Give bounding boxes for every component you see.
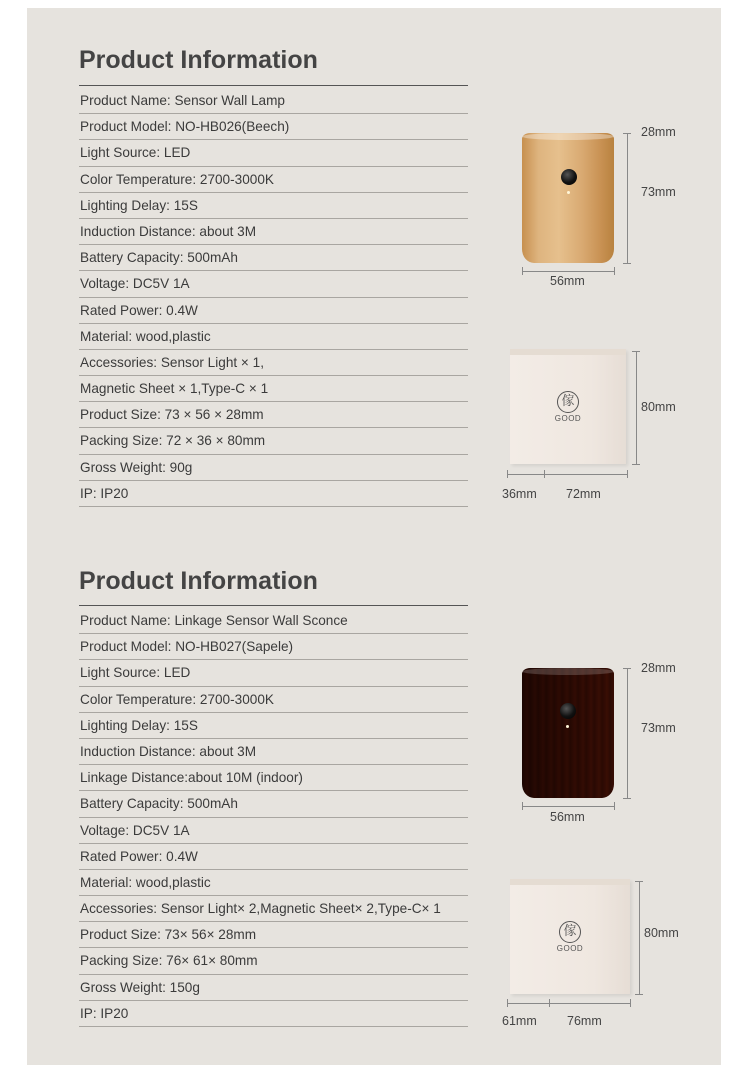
spec-row: Product Size: 73× 56× 28mm (79, 922, 468, 948)
lamp-depth-label: 28mm (641, 661, 676, 675)
spec-row: Battery Capacity: 500mAh (79, 791, 468, 817)
section-title: Product Information (79, 567, 318, 595)
spec-row: Packing Size: 76× 61× 80mm (79, 948, 468, 974)
spec-row: IP: IP20 (79, 1001, 468, 1027)
spec-row: Product Name: Sensor Wall Lamp (79, 88, 468, 114)
section-title: Product Information (79, 46, 318, 74)
spec-table (79, 608, 468, 1027)
spec-row: Gross Weight: 150g (79, 975, 468, 1001)
spec-row: Color Temperature: 2700-3000K (79, 167, 468, 193)
packaging-box-image (510, 349, 626, 464)
motion-sensor-icon (560, 703, 576, 719)
spec-row: Packing Size: 72 × 36 × 80mm (79, 428, 468, 454)
lamp-width-label: 56mm (550, 274, 585, 288)
spec-row: IP: IP20 (79, 481, 468, 507)
spec-table (79, 88, 468, 507)
spec-row: Linkage Distance:about 10M (indoor) (79, 765, 468, 791)
spec-row: Battery Capacity: 500mAh (79, 245, 468, 271)
spec-row: Light Source: LED (79, 140, 468, 166)
motion-sensor-icon (561, 169, 577, 185)
lamp-height-label: 73mm (641, 721, 676, 735)
spec-row: Induction Distance: about 3M (79, 219, 468, 245)
box-height-label: 80mm (644, 926, 679, 940)
spec-row: Induction Distance: about 3M (79, 739, 468, 765)
good-logo: 傢 GOOD (546, 391, 590, 423)
spec-row: Material: wood,plastic (79, 324, 468, 350)
spec-row: Product Size: 73 × 56 × 28mm (79, 402, 468, 428)
box-depth-label: 61mm (502, 1014, 537, 1028)
indicator-led-icon (567, 191, 570, 194)
spec-row: Rated Power: 0.4W (79, 844, 468, 870)
spec-row: Magnetic Sheet × 1,Type-C × 1 (79, 376, 468, 402)
spec-row: Voltage: DC5V 1A (79, 818, 468, 844)
title-divider (79, 605, 468, 606)
spec-row: Product Model: NO-HB026(Beech) (79, 114, 468, 140)
lamp-width-label: 56mm (550, 810, 585, 824)
spec-row: Lighting Delay: 15S (79, 713, 468, 739)
title-divider (79, 85, 468, 86)
spec-row: Voltage: DC5V 1A (79, 271, 468, 297)
content-panel (27, 8, 721, 1065)
box-width-label: 76mm (567, 1014, 602, 1028)
indicator-led-icon (566, 725, 569, 728)
brand-seal-icon: 傢 (557, 391, 579, 413)
spec-row: Material: wood,plastic (79, 870, 468, 896)
box-depth-label: 36mm (502, 487, 537, 501)
sapele-lamp-image (522, 668, 614, 798)
spec-row: Accessories: Sensor Light× 2,Magnetic Sheet× 2,Type-C× 1 (79, 896, 468, 922)
spec-row: Light Source: LED (79, 660, 468, 686)
box-width-label: 72mm (566, 487, 601, 501)
lamp-depth-label: 28mm (641, 125, 676, 139)
spec-row: Product Model: NO-HB027(Sapele) (79, 634, 468, 660)
spec-row: Product Name: Linkage Sensor Wall Sconce (79, 608, 468, 634)
spec-row: Rated Power: 0.4W (79, 298, 468, 324)
packaging-box-image (510, 879, 630, 994)
spec-row: Accessories: Sensor Light × 1, (79, 350, 468, 376)
box-height-label: 80mm (641, 400, 676, 414)
brand-seal-icon: 傢 (559, 921, 581, 943)
spec-row: Lighting Delay: 15S (79, 193, 468, 219)
spec-row: Color Temperature: 2700-3000K (79, 687, 468, 713)
spec-row: Gross Weight: 90g (79, 455, 468, 481)
lamp-height-label: 73mm (641, 185, 676, 199)
good-logo: 傢 GOOD (548, 921, 592, 953)
beech-lamp-image (522, 133, 614, 263)
